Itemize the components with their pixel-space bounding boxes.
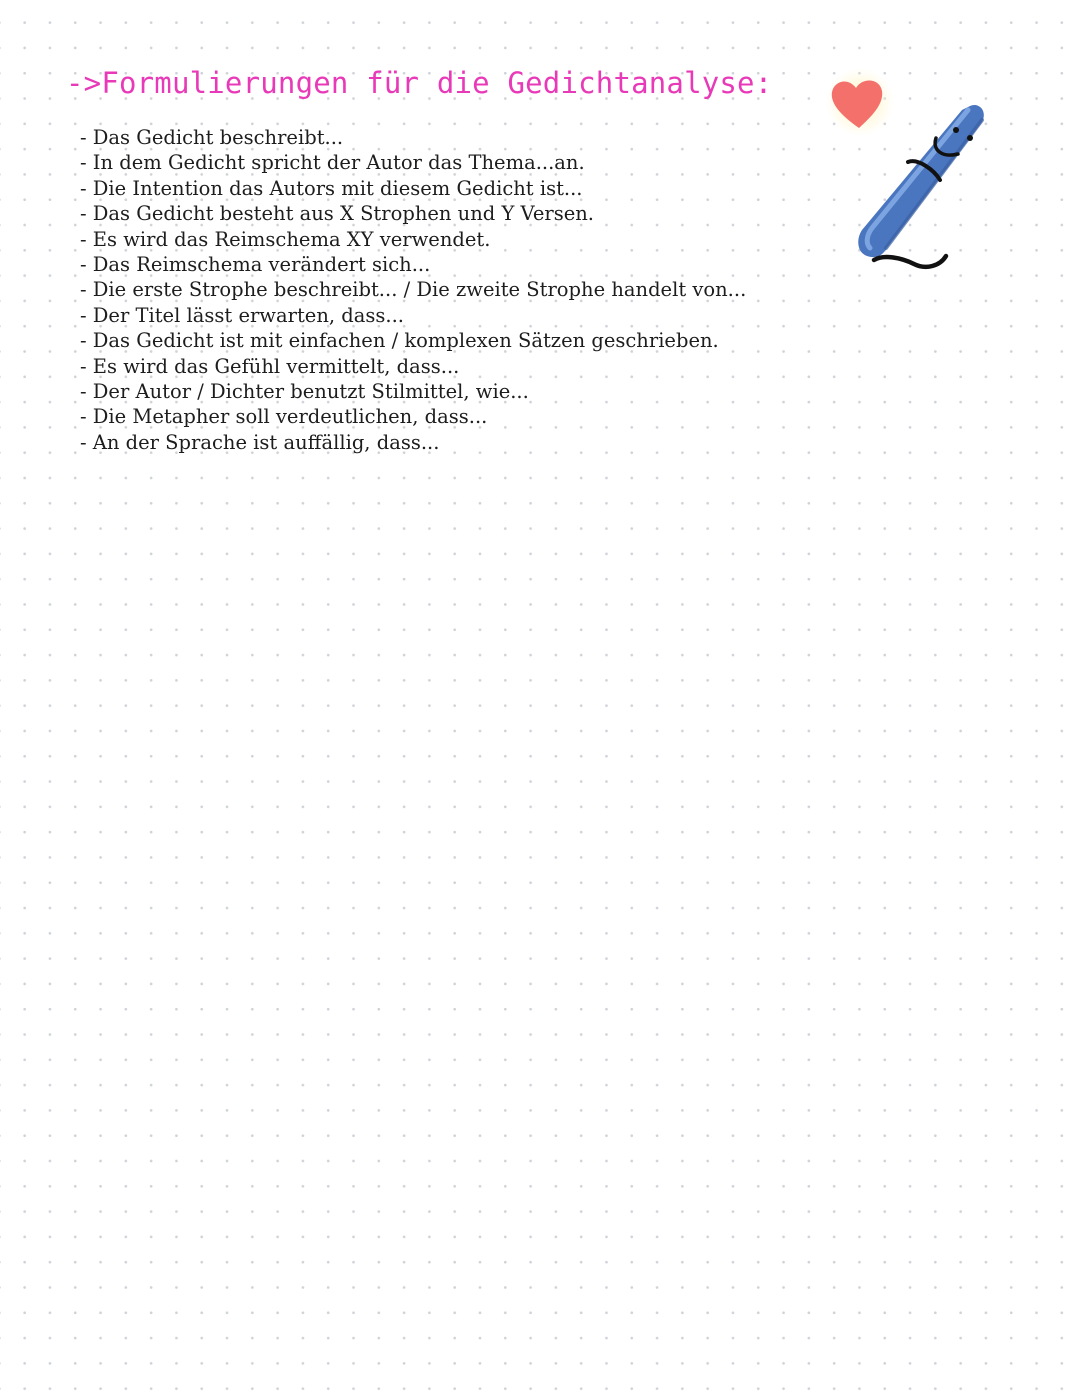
phrase-list: [80, 125, 746, 455]
list-item: - Es wird das Reimschema XY verwendet.: [80, 227, 491, 251]
list-item: - Das Reimschema verändert sich...: [80, 253, 431, 277]
list-item: - Die erste Strophe beschreibt... / Die zweite Strophe handelt von...: [80, 278, 747, 302]
list-item: - Die Metapher soll verdeutlichen, dass...: [80, 405, 488, 429]
list-item: - Die Intention das Autors mit diesem Gedicht ist...: [80, 176, 583, 200]
page-title: ->Formulierungen für die Gedichtanalyse:: [66, 66, 773, 100]
list-item: - Der Autor / Dichter benutzt Stilmittel, wie...: [80, 380, 529, 404]
list-item: - Das Gedicht ist mit einfachen / komplexen Sätzen geschrieben.: [80, 329, 719, 353]
list-item: - Das Gedicht besteht aus X Strophen und Y Versen.: [80, 202, 594, 226]
pen-doodle: [822, 66, 992, 276]
list-item: - Das Gedicht beschreibt...: [80, 126, 344, 149]
heart-icon: [826, 68, 894, 136]
list-item: - In dem Gedicht spricht der Autor das Thema...an.: [80, 151, 585, 175]
list-item: - Es wird das Gefühl vermittelt, dass...: [80, 354, 460, 378]
list-item: - An der Sprache ist auffällig, dass...: [80, 430, 440, 454]
list-item: - Der Titel lässt erwarten, dass...: [80, 303, 404, 327]
